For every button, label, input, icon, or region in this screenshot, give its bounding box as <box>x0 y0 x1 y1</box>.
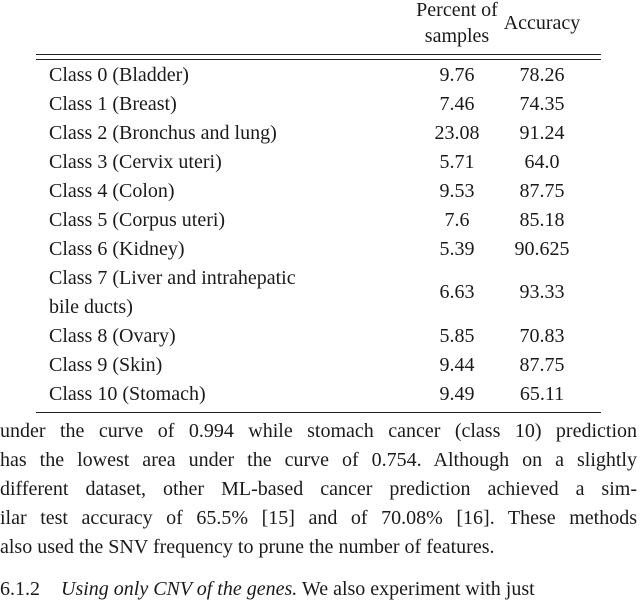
table-row <box>36 90 601 119</box>
class-name: Class 1 (Breast) <box>49 92 177 115</box>
percent-value: 9.76 <box>439 63 475 86</box>
percent-value: 23.08 <box>434 121 480 144</box>
accuracy-value: 78.26 <box>519 63 565 86</box>
percent-value: 9.49 <box>439 382 475 405</box>
percent-value: 6.63 <box>439 281 475 303</box>
percent-value: 7.46 <box>439 92 475 115</box>
table-row <box>36 119 601 148</box>
header-percent-line2: samples <box>424 25 490 47</box>
class-name: Class 5 (Corpus uteri) <box>49 208 226 231</box>
accuracy-value: 87.75 <box>519 353 565 376</box>
class-name: Class 9 (Skin) <box>49 353 163 376</box>
subsection-number: 6.1.2 <box>0 578 40 600</box>
table-bottom-rule <box>36 412 601 413</box>
table-body <box>36 60 601 409</box>
accuracy-value: 91.24 <box>519 121 565 144</box>
table-row <box>36 61 601 90</box>
class-name: Class 10 (Stomach) <box>49 382 206 405</box>
header-percent-line1: Percent of <box>416 0 498 21</box>
subsection-heading <box>0 575 640 604</box>
percent-value: 5.71 <box>439 150 475 173</box>
paragraph-line: ilar test accuracy of 65.5% [15] and of 70.08% [16]. These methods <box>0 507 637 529</box>
table-row <box>36 235 601 264</box>
accuracy-value: 70.83 <box>519 324 565 347</box>
header-accuracy: Accuracy <box>503 12 581 34</box>
accuracy-value: 85.18 <box>519 208 565 231</box>
class-name <box>49 264 359 322</box>
accuracy-value: 87.75 <box>519 179 565 202</box>
body-paragraph <box>0 417 640 562</box>
class-name: Class 6 (Kidney) <box>49 237 185 260</box>
accuracy-value: 90.625 <box>514 237 570 260</box>
table-row <box>36 380 601 409</box>
accuracy-value: 64.0 <box>524 150 560 173</box>
table-header <box>36 0 601 54</box>
table-row <box>36 177 601 206</box>
percent-value: 9.44 <box>439 353 475 376</box>
class-name: Class 2 (Bronchus and lung) <box>49 121 277 144</box>
table-row <box>36 206 601 235</box>
subsection-text: We also experiment with just <box>301 578 535 600</box>
table-row <box>36 264 601 322</box>
paragraph-line: also used the SNV frequency to prune the number of features. <box>0 536 495 558</box>
percent-value: 9.53 <box>439 179 475 202</box>
class-name: Class 0 (Bladder) <box>49 63 189 86</box>
accuracy-value: 74.35 <box>519 92 565 115</box>
results-table <box>36 0 601 413</box>
paragraph-line: has the lowest area under the curve of 0.754. Although on a slightly <box>0 449 637 471</box>
subsection-title: Using only CNV of the genes. <box>61 578 298 600</box>
percent-value: 7.6 <box>444 208 470 231</box>
paragraph-line: under the curve of 0.994 while stomach cancer (class 10) prediction <box>0 420 637 442</box>
table-row <box>36 148 601 177</box>
class-name-line2: bile ducts) <box>49 295 133 318</box>
percent-value: 5.85 <box>439 324 475 347</box>
accuracy-value: 93.33 <box>519 281 565 303</box>
table-row <box>36 322 601 351</box>
accuracy-value: 65.11 <box>519 382 565 405</box>
percent-value: 5.39 <box>439 237 475 260</box>
class-name: Class 8 (Ovary) <box>49 324 176 347</box>
table-row <box>36 351 601 380</box>
paragraph-line: different dataset, other ML-based cancer prediction achieved a sim- <box>0 478 637 500</box>
class-name: Class 4 (Colon) <box>49 179 175 202</box>
class-name-line1: Class 7 (Liver and intrahepatic <box>49 266 296 289</box>
class-name: Class 3 (Cervix uteri) <box>49 150 222 173</box>
